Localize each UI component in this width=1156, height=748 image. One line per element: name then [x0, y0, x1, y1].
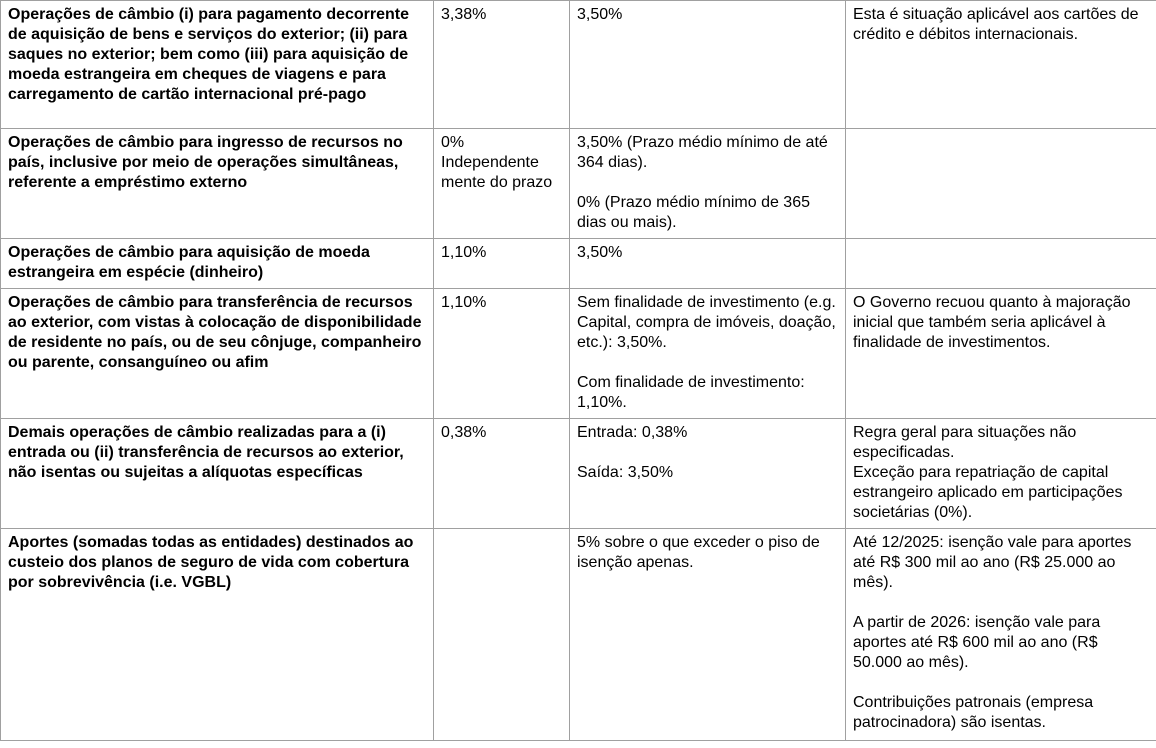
notes-cell — [846, 289, 1156, 419]
notes-cell — [846, 529, 1156, 741]
notes-cell — [846, 129, 1156, 239]
previous-rate-cell — [434, 529, 570, 741]
operation-cell: Operações de câmbio para transferência de recursos ao exterior, com vistas à colocação de disponibilidade de residente no país, ou de seu cônjuge, companheiro ou parente, consanguíneo ou afim — [1, 289, 434, 419]
new-rate-text: Sem finalidade de investimento (e.g. Capital, compra de imóveis, doação, etc.): 3,50%. — [577, 294, 836, 351]
new-rate-text: 0% (Prazo médio mínimo de 365 dias ou mais). — [577, 194, 810, 231]
previous-rate-cell: 1,10% — [434, 289, 570, 419]
notes-text: A partir de 2026: isenção vale para aportes até R$ 600 mil ao ano (R$ 50.000 ao mês). — [853, 614, 1101, 671]
notes-text: Esta é situação aplicável aos cartões de crédito e débitos internacionais. — [853, 6, 1139, 43]
new-rate-text: Saída: 3,50% — [577, 464, 674, 481]
new-rate-text: 3,50% — [577, 6, 623, 23]
notes-text: Exceção para repatriação de capital estrangeiro aplicado em participações societárias (0%). — [853, 464, 1123, 521]
notes-text: Regra geral para situações não especificadas. — [853, 424, 1077, 461]
previous-rate-cell: 1,10% — [434, 239, 570, 289]
operation-cell: Aportes (somadas todas as entidades) destinados ao custeio dos planos de seguro de vida com cobertura por sobrevivência (i.e. VGBL) — [1, 529, 434, 741]
previous-rate-cell: 0,38% — [434, 419, 570, 529]
table-row — [1, 289, 1156, 419]
new-rate-text: 3,50% (Prazo médio mínimo de até 364 dias). — [577, 134, 828, 171]
table-row — [1, 239, 1156, 289]
operation-cell: Demais operações de câmbio realizadas para a (i) entrada ou (ii) transferência de recursos ao exterior, não isentas ou sujeitas a alíquotas específicas — [1, 419, 434, 529]
table-row — [1, 1, 1156, 129]
previous-rate-cell: 0% Independente mente do prazo — [434, 129, 570, 239]
new-rate-cell — [570, 289, 846, 419]
new-rate-cell — [570, 1, 846, 129]
table-row — [1, 529, 1156, 741]
new-rate-cell — [570, 129, 846, 239]
operation-cell: Operações de câmbio (i) para pagamento decorrente de aquisição de bens e serviços do exterior; (ii) para saques no exterior; bem como (iii) para aquisição de moeda estrangeira em cheques de viagens e para carregamento de cartão internacional pré-pago — [1, 1, 434, 129]
table-row — [1, 419, 1156, 529]
notes-cell — [846, 239, 1156, 289]
operation-cell: Operações de câmbio para aquisição de moeda estrangeira em espécie (dinheiro) — [1, 239, 434, 289]
notes-text: Até 12/2025: isenção vale para aportes até R$ 300 mil ao ano (R$ 25.000 ao mês). — [853, 534, 1132, 591]
notes-cell — [846, 419, 1156, 529]
new-rate-cell — [570, 239, 846, 289]
new-rate-cell — [570, 419, 846, 529]
new-rate-text: Com finalidade de investimento: 1,10%. — [577, 374, 805, 411]
table-row — [1, 129, 1156, 239]
new-rate-text: 5% sobre o que exceder o piso de isenção apenas. — [577, 534, 820, 571]
previous-rate-cell: 3,38% — [434, 1, 570, 129]
notes-cell — [846, 1, 1156, 129]
notes-text: O Governo recuou quanto à majoração inicial que também seria aplicável à finalidade de investimentos. — [853, 294, 1131, 351]
new-rate-text: Entrada: 0,38% — [577, 424, 688, 441]
new-rate-cell — [570, 529, 846, 741]
operation-cell: Operações de câmbio para ingresso de recursos no país, inclusive por meio de operações simultâneas, referente a empréstimo externo — [1, 129, 434, 239]
new-rate-text: 3,50% — [577, 244, 623, 261]
notes-text: Contribuições patronais (empresa patrocinadora) são isentas. — [853, 694, 1094, 731]
